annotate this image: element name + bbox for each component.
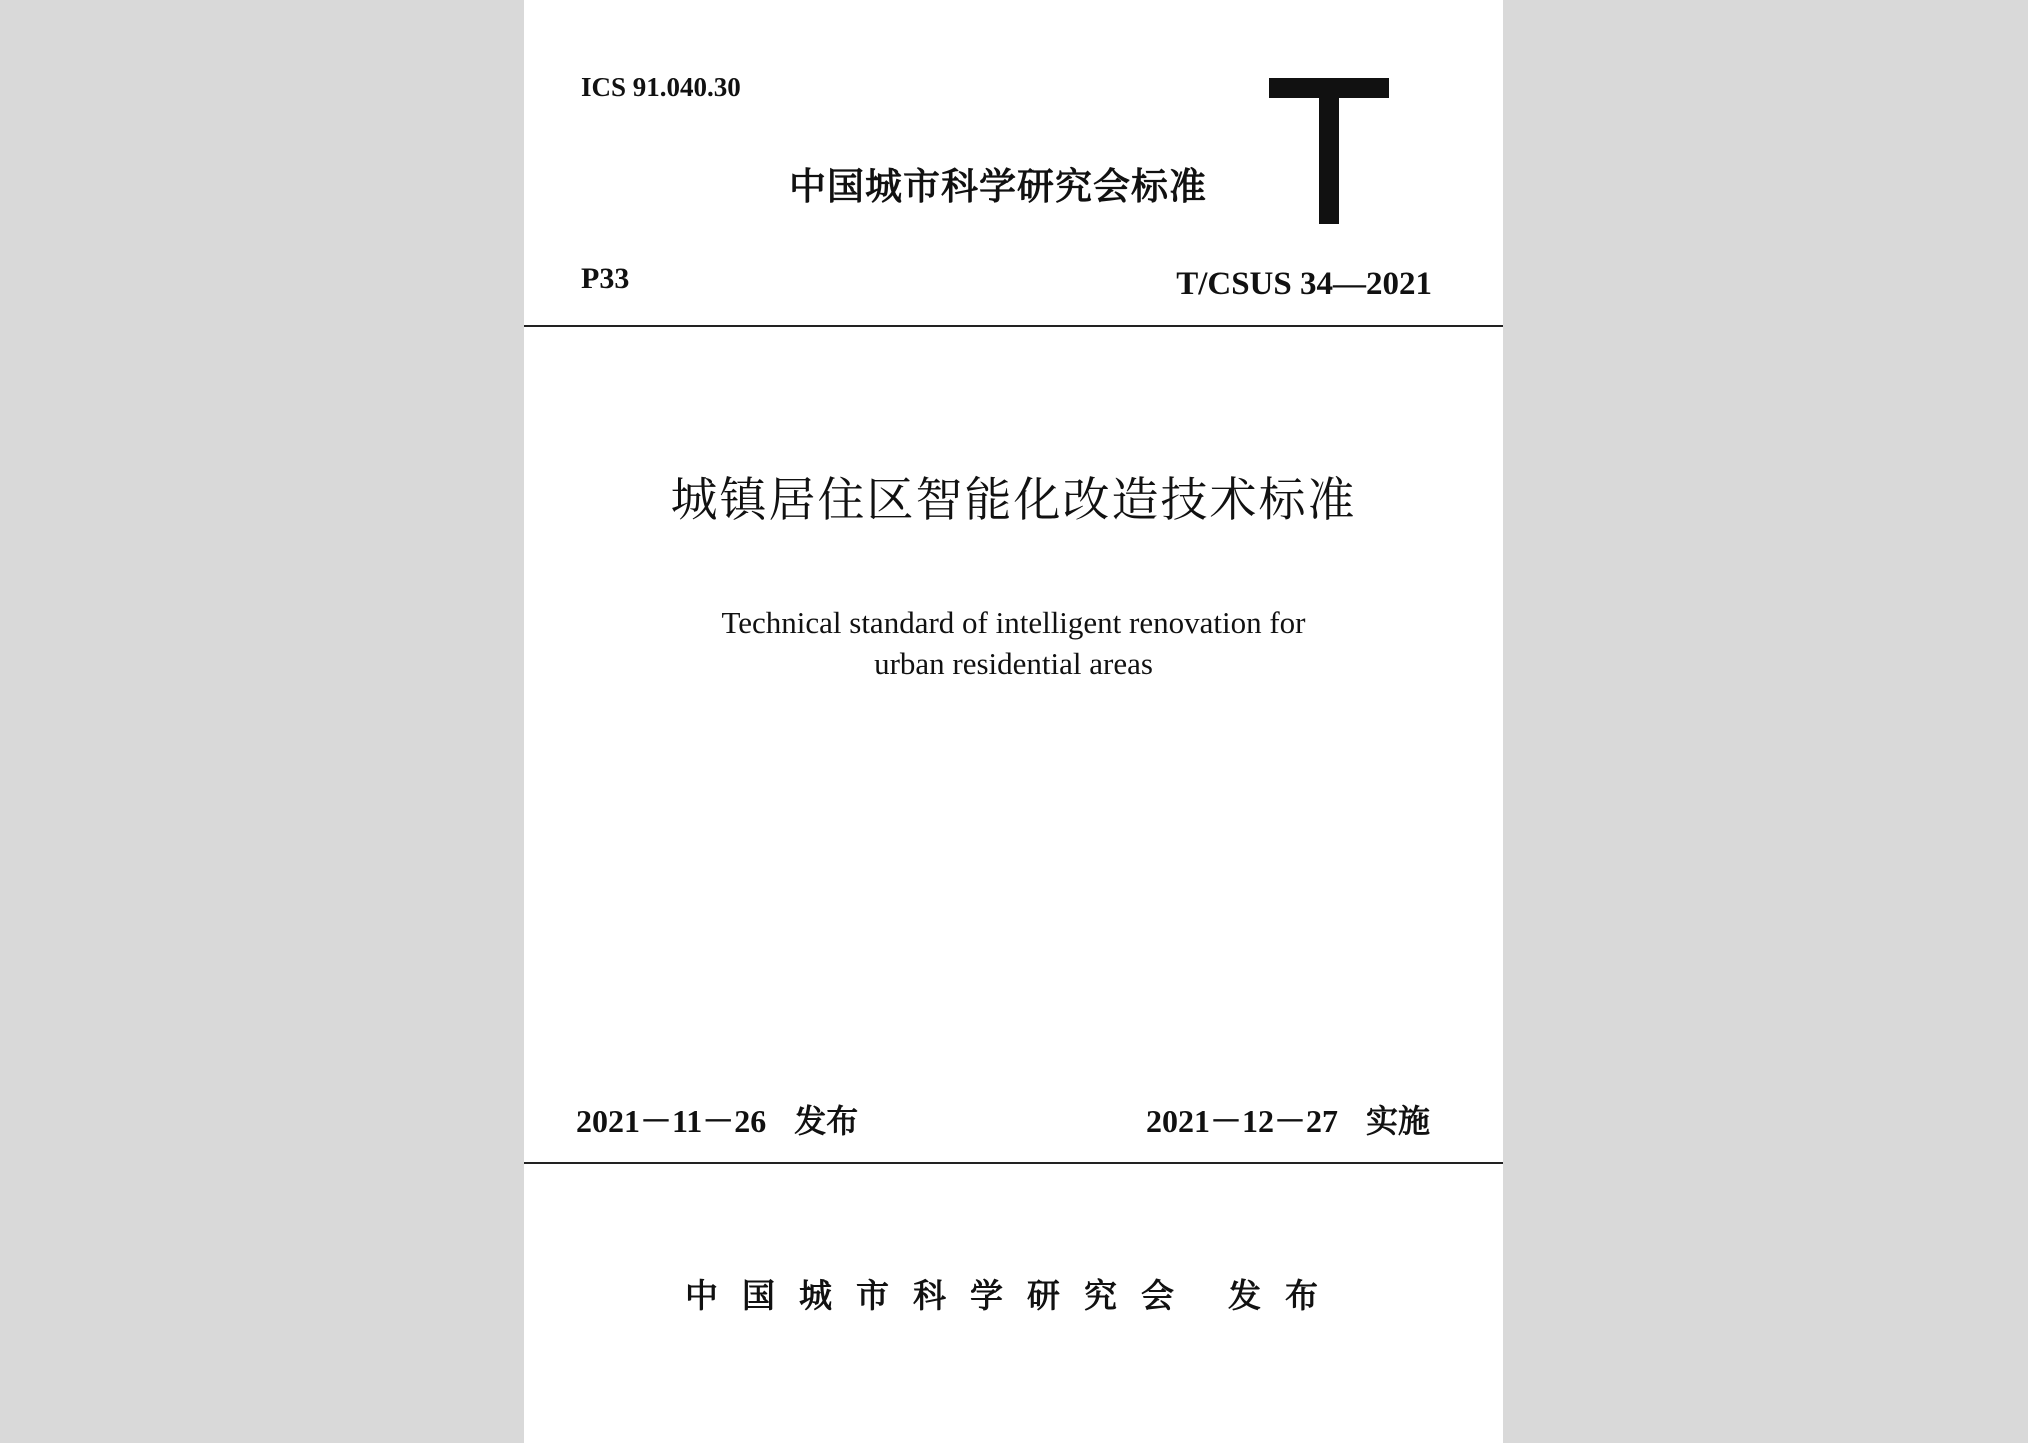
title-english [524,602,1503,684]
publisher-name: 中国城市科学研究会 [685,1276,1198,1315]
classification-code: P33 [581,262,630,295]
title-english-line1: Technical standard of intelligent renovation for [721,605,1306,640]
t-standard-mark [1269,78,1389,224]
publisher-line [524,1270,1503,1317]
t-mark-stem [1319,78,1339,224]
implement-label: 实施 [1365,1102,1430,1140]
ics-code: ICS 91.040.30 [581,72,741,102]
title-chinese: 城镇居住区智能化改造技术标准 [670,473,1357,528]
issue-date-block [576,1096,858,1142]
bottom-divider [524,1162,1503,1164]
publish-label: 发布 [1228,1276,1342,1315]
title-english-line2: urban residential areas [874,646,1153,681]
issue-date: 2021－11－26 [576,1103,767,1139]
organization-standard-label: 中国城市科学研究会标准 [789,165,1207,208]
implement-date-block [1146,1096,1430,1142]
issue-label: 发布 [794,1102,859,1140]
standard-cover-page [524,0,1503,1443]
standard-number: T/CSUS 34—2021 [1176,266,1432,302]
top-divider [524,325,1503,327]
implement-date: 2021－12－27 [1145,1103,1338,1139]
